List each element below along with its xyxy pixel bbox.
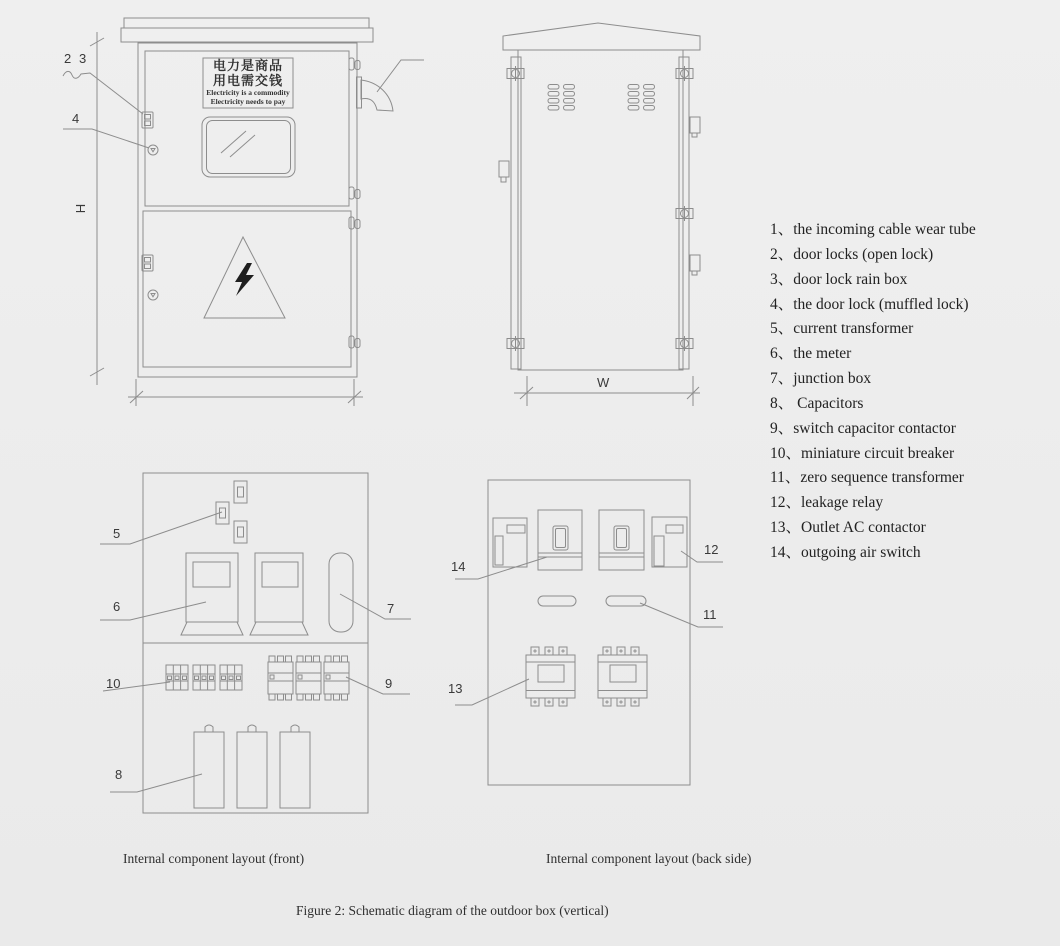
legend-item-7: 7、junction box — [770, 370, 872, 388]
leakage-relay — [652, 517, 687, 567]
callout-6: 6 — [113, 599, 121, 614]
callout-5: 5 — [113, 526, 121, 541]
switch-capacitor-contactor — [296, 656, 321, 700]
zero-sequence-transformer — [606, 596, 646, 606]
latch-right-lower — [690, 255, 700, 275]
dim-label-W: W — [597, 375, 610, 390]
outlet-ac-contactor — [526, 647, 575, 706]
back-internal-layout — [455, 480, 723, 785]
legend-item-3: 3、door lock rain box — [770, 270, 908, 288]
meter-window-inner — [207, 121, 291, 174]
sign-zh-line2: 用电需交钱 — [212, 72, 283, 88]
sign-en-line2: Electricity needs to pay — [210, 97, 286, 106]
zero-sequence-transformer — [538, 596, 576, 606]
current-transformer — [234, 521, 247, 543]
glass-slash-icon — [230, 135, 255, 157]
front-width-dimension — [128, 379, 363, 406]
warning-sign — [203, 59, 293, 106]
legend-item-4: 4、the door lock (muffled lock) — [770, 295, 969, 313]
legend-item-6: 6、the meter — [770, 345, 852, 363]
door-lock-muffled-icon — [148, 145, 158, 155]
figure-caption: Figure 2: Schematic diagram of the outdoor box (vertical) — [296, 903, 609, 918]
legend-item-14: 14、outgoing air switch — [770, 543, 921, 561]
leader-contactor — [346, 677, 410, 694]
callout-9: 9 — [385, 676, 393, 691]
legend-item-11: 11、zero sequence transformer — [770, 469, 964, 487]
callout-10: 10 — [106, 676, 121, 691]
lightning-bolt-icon — [235, 263, 254, 296]
junction-box — [329, 553, 353, 632]
meter — [181, 553, 243, 635]
capacitor — [237, 725, 267, 808]
latch-right-upper — [690, 117, 700, 137]
legend-item-12: 12、leakage relay — [770, 494, 884, 512]
front-internal-layout — [100, 473, 411, 813]
legend-list — [770, 218, 976, 566]
molded-case-breaker — [538, 510, 582, 570]
glass-slash-icon — [221, 131, 246, 153]
capacitor — [280, 725, 310, 808]
legend-item-5: 5、current transformer — [770, 320, 914, 338]
meter-window-outer — [202, 117, 295, 177]
leader-junction-box — [340, 594, 411, 619]
leader-cable-tube — [377, 60, 424, 92]
back-view — [499, 23, 700, 406]
outlet-ac-contactor — [598, 647, 647, 706]
hinge-icon — [349, 187, 360, 199]
back-body — [518, 50, 683, 370]
latch-left — [499, 161, 509, 182]
switch-capacitor-contactor — [324, 656, 349, 700]
legend-item-2: 2、door locks (open lock) — [770, 245, 934, 263]
leader-muffled-lock — [63, 129, 149, 148]
left-hinge-rail — [511, 57, 521, 369]
door-lock-open-icon — [142, 255, 153, 271]
dim-label-H: H — [73, 203, 89, 214]
outgoing-air-switch — [493, 518, 527, 567]
legend-item-8: 8、 Capacitors — [770, 394, 864, 412]
back-internal-caption: Internal component layout (back side) — [546, 851, 752, 866]
legend-item-13: 13、Outlet AC contactor — [770, 519, 926, 537]
switch-capacitor-contactor — [268, 656, 293, 700]
callout-14: 14 — [451, 559, 466, 574]
sign-zh-line1: 电力是商品 — [212, 58, 283, 73]
hinge-icon — [349, 58, 360, 70]
miniature-circuit-breaker — [220, 665, 242, 690]
louver-vents — [548, 85, 655, 111]
callout-7: 7 — [387, 601, 395, 616]
current-transformer — [234, 481, 247, 503]
peaked-roof — [503, 23, 700, 50]
lower-door — [143, 211, 351, 367]
front-internal-caption: Internal component layout (front) — [123, 851, 305, 866]
callout-2: 2 — [64, 51, 72, 66]
leader-capacitor — [110, 774, 202, 792]
miniature-circuit-breaker — [166, 665, 188, 690]
miniature-circuit-breaker — [193, 665, 215, 690]
capacitor — [194, 725, 224, 808]
callout-11: 11 — [703, 607, 717, 622]
leader-outlet-contactor — [455, 679, 529, 705]
roof-base-strip — [121, 28, 373, 42]
back-internal-frame — [488, 480, 690, 785]
roof-top-strip — [124, 18, 369, 28]
leader-door-lock — [63, 71, 143, 114]
meter — [250, 553, 308, 635]
leader-outgoing-switch — [455, 557, 547, 579]
legend-item-9: 9、switch capacitor contactor — [770, 419, 956, 437]
callout-3: 3 — [79, 51, 87, 66]
callout-12: 12 — [704, 542, 719, 557]
height-dimension — [90, 32, 104, 385]
molded-case-breaker — [599, 510, 644, 570]
door-lock-muffled-icon — [148, 290, 158, 300]
legend-item-1: 1、the incoming cable wear tube — [770, 221, 976, 238]
legend-item-10: 10、miniature circuit breaker — [770, 444, 955, 462]
door-lock-open-icon — [142, 112, 153, 128]
sign-en-line1: Electricity is a commodity — [206, 88, 290, 97]
callout-4: 4 — [72, 111, 80, 126]
callout-13: 13 — [448, 681, 463, 696]
cable-wear-tube — [361, 80, 393, 111]
callout-8: 8 — [115, 767, 123, 782]
